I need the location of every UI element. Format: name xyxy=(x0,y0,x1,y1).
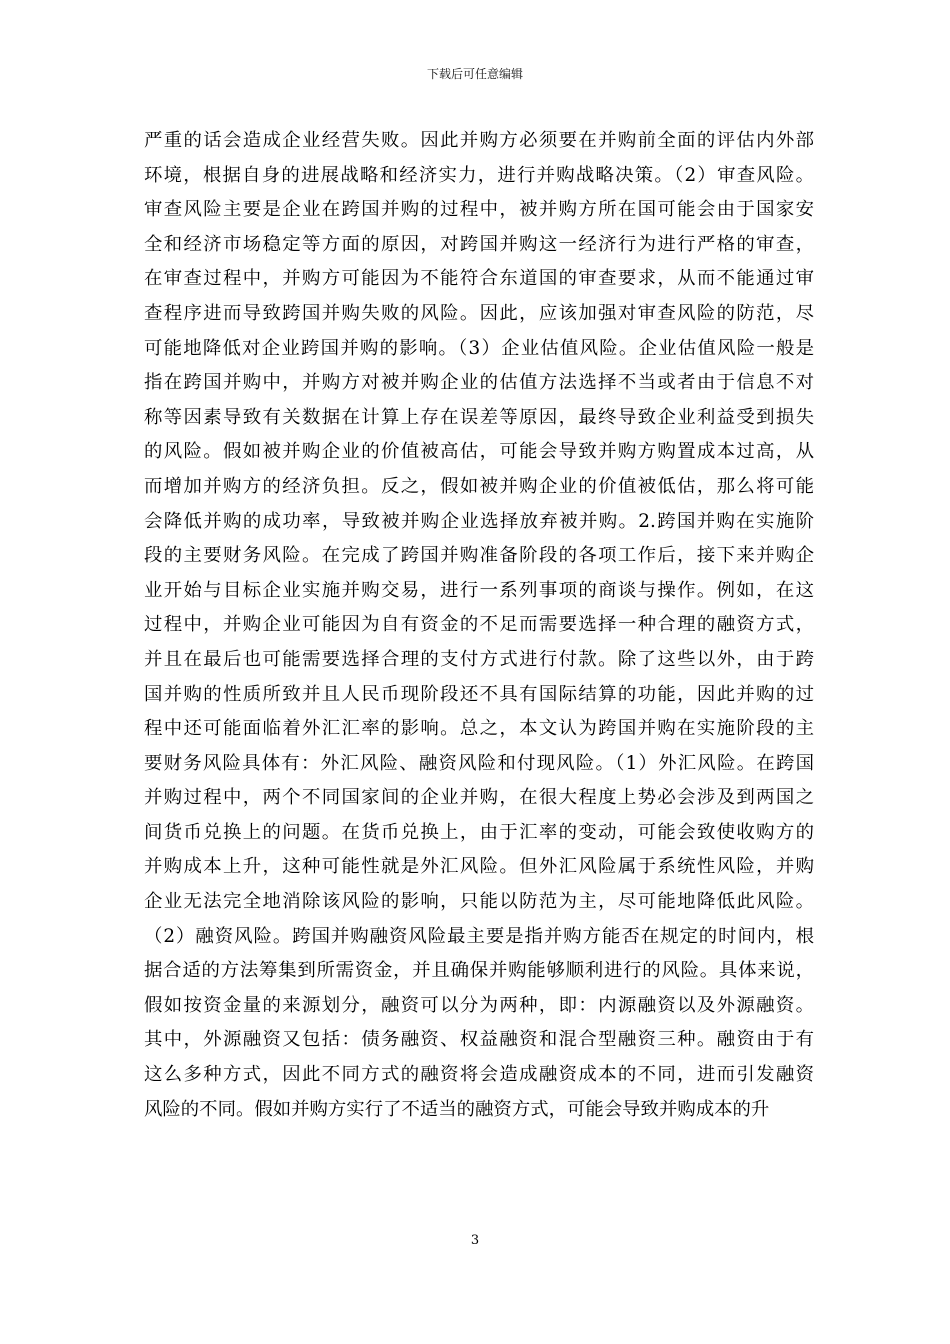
text-line: 过程中，并购企业可能因为自有资金的不足而需要选择一种合理的融资方式， xyxy=(144,614,814,636)
text-line: 在审查过程中，并购方可能因为不能符合东道国的审查要求，从而不能通过审 xyxy=(144,268,814,290)
text-line: 要财务风险具体有：外汇风险、融资风险和付现风险。（1）外汇风险。在跨国 xyxy=(144,752,814,774)
text-line: （2）融资风险。跨国并购融资风险最主要是指并购方能否在规定的时间内，根 xyxy=(144,925,814,947)
text-line: 环境，根据自身的进展战略和经济实力，进行并购战略决策。（2）审查风险。 xyxy=(144,164,814,186)
text-line: 严重的话会造成企业经营失败。因此并购方必须要在并购前全面的评估内外部 xyxy=(144,130,814,151)
page-header: 下载后可任意编辑 xyxy=(426,67,523,81)
page-number: 3 xyxy=(470,1233,480,1248)
text-line: 的风险。假如被并购企业的价值被高估，可能会导致并购方购置成本过高，从 xyxy=(144,441,814,463)
text-line: 企业无法完全地消除该风险的影响，只能以防范为主，尽可能地降低此风险。 xyxy=(144,891,814,913)
text-line: 而增加并购方的经济负担。反之，假如被并购企业的价值被低估，那么将可能 xyxy=(144,475,814,497)
text-line: 这么多种方式，因此不同方式的融资将会造成融资成本的不同，进而引发融资 xyxy=(144,1064,814,1086)
text-line: 可能地降低对企业跨国并购的影响。（3）企业估值风险。企业估值风险一般是 xyxy=(144,337,814,359)
text-line: 风险的不同。假如并购方实行了不适当的融资方式，可能会导致并购成本的升 xyxy=(144,1098,770,1120)
text-line: 全和经济市场稳定等方面的原因，对跨国并购这一经济行为进行严格的审查， xyxy=(144,233,814,255)
text-line: 段的主要财务风险。在完成了跨国并购准备阶段的各项工作后，接下来并购企 xyxy=(144,545,814,567)
text-line: 查程序进而导致跨国并购失败的风险。因此，应该加强对审查风险的防范，尽 xyxy=(144,302,814,324)
text-line: 间货币兑换上的问题。在货币兑换上，由于汇率的变动，可能会致使收购方的 xyxy=(144,821,814,843)
text-line: 并购过程中，两个不同国家间的企业并购，在很大程度上势必会涉及到两国之 xyxy=(144,787,814,809)
text-line: 国并购的性质所致并且人民币现阶段还不具有国际结算的功能，因此并购的过 xyxy=(144,683,814,705)
text-line: 其中，外源融资又包括：债务融资、权益融资和混合型融资三种。融资由于有 xyxy=(144,1029,814,1051)
text-line: 假如按资金量的来源划分，融资可以分为两种，即：内源融资以及外源融资。 xyxy=(144,994,814,1016)
text-line: 审查风险主要是企业在跨国并购的过程中，被并购方所在国可能会由于国家安 xyxy=(144,199,814,221)
text-line: 并购成本上升，这种可能性就是外汇风险。但外汇风险属于系统性风险，并购 xyxy=(144,856,814,878)
text-line: 会降低并购的成功率，导致被并购企业选择放弃被并购。2.跨国并购在实施阶 xyxy=(144,510,814,532)
text-line: 据合适的方法筹集到所需资金，并且确保并购能够顺利进行的风险。具体来说， xyxy=(144,960,814,982)
text-line: 业开始与目标企业实施并购交易，进行一系列事项的商谈与操作。例如，在这 xyxy=(144,579,814,601)
text-line: 称等因素导致有关数据在计算上存在误差等原因，最终导致企业利益受到损失 xyxy=(144,406,814,428)
text-line: 指在跨国并购中，并购方对被并购企业的估值方法选择不当或者由于信息不对 xyxy=(144,372,814,394)
text-line: 并且在最后也可能需要选择合理的支付方式进行付款。除了这些以外，由于跨 xyxy=(144,648,814,670)
body-text xyxy=(144,124,814,1127)
text-line: 程中还可能面临着外汇汇率的影响。总之，本文认为跨国并购在实施阶段的主 xyxy=(144,718,814,740)
